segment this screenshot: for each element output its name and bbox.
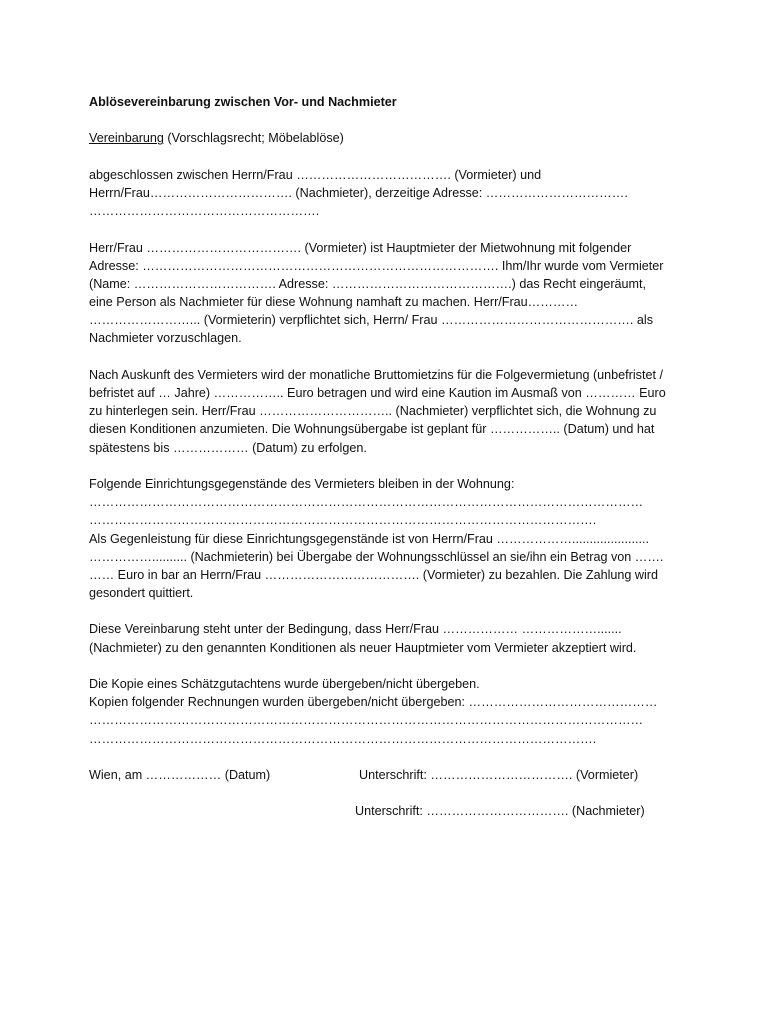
signature-row-nachmieter — [89, 802, 689, 820]
text-line: Diese Vereinbarung steht unter der Bedingung, dass Herr/Frau ……………… ………………....... — [89, 622, 622, 637]
text-line: Nachmieter vorzuschlagen. — [89, 331, 242, 346]
text-line: …………………………………………………………………………………………………………………… — [89, 713, 644, 728]
text-line: Folgende Einrichtungsgegenstände des Vermieters bleiben in der Wohnung: — [89, 476, 515, 491]
text-line: Die Kopie eines Schätzgutachtens wurde übergeben/nicht übergeben. — [89, 677, 480, 691]
signature-row-vormieter — [89, 766, 689, 784]
spacer — [89, 602, 689, 620]
subtitle-rest: (Vorschlagsrecht; Möbelablöse) — [163, 131, 344, 146]
text-line: Als Gegenleistung für diese Einrichtungsgegenstände ist von Herrn/Frau ………………...................... — [89, 531, 649, 546]
paragraph-main-tenant — [89, 239, 689, 348]
signature-vormieter: Unterschrift: ……………………………. (Vormieter) — [359, 767, 639, 782]
paragraph-payment — [89, 530, 689, 603]
text-line: ………………………………………………. — [89, 204, 320, 219]
text-line: …………………………………………………………………………………………………………. — [89, 731, 597, 746]
text-line: …………………………………………………………………………………………………………………… — [89, 495, 644, 510]
spacer — [89, 748, 689, 766]
text-line: …………………………………………………………………………………………………………. — [89, 513, 597, 528]
spacer — [89, 784, 689, 802]
text-line: gesondert quittiert. — [89, 586, 194, 601]
spacer — [89, 657, 689, 675]
text-line: abgeschlossen zwischen Herrn/Frau ………………………………. (Vormieter) und — [89, 167, 542, 182]
signature-nachmieter: Unterschrift: ……………………………. (Nachmieter) — [355, 804, 645, 819]
text-line: …… Euro in bar an Herrn/Frau ………………………………. (Vormieter) zu bezahlen. Die Zahlung wird — [89, 567, 658, 582]
paragraph-rent-conditions — [89, 366, 689, 457]
text-line: spätestens bis ……………… (Datum) zu erfolgen. — [89, 440, 367, 455]
paragraph-documents — [89, 675, 689, 748]
spacer — [89, 348, 689, 366]
spacer — [89, 220, 689, 238]
text-line: befristet auf … Jahre) …………….. Euro betragen und wird eine Kaution im Ausmaß von ………… Euro — [89, 386, 666, 400]
text-line: (Name: ……………………………. Adresse: …………………………………….) das Recht eingeräumt, — [89, 276, 647, 291]
text-line: Adresse: …………………………………………………………………………. Ihm/Ihr wurde vom Vermieter — [89, 258, 664, 273]
subtitle-underlined: Vereinbarung — [89, 131, 164, 146]
spacer — [89, 457, 689, 475]
text-line: Herr/Frau ………………………………. (Vormieter) ist Hauptmieter der Mietwohnung mit folgender — [89, 240, 632, 255]
text-line: …………….......... (Nachmieterin) bei Übergabe der Wohnungsschlüssel an sie/ihn ein Betrag von ……. — [89, 549, 664, 564]
document-page — [89, 93, 689, 821]
text-line: eine Person als Nachmieter für diese Wohnung namhaft zu machen. Herr/Frau………… — [89, 295, 579, 310]
paragraph-parties — [89, 166, 689, 221]
text-line: Kopien folgender Rechnungen wurden übergeben/nicht übergeben: ……………………………………… — [89, 695, 658, 710]
paragraph-condition — [89, 620, 689, 656]
spacer — [89, 111, 689, 129]
paragraph-furnishings — [89, 475, 689, 530]
text-line: Herrn/Frau……………………………. (Nachmieter), derzeitige Adresse: ……………………………. — [89, 185, 628, 200]
place-date-field: Wien, am ……………… (Datum) — [89, 767, 271, 782]
text-line: ……………………... (Vormieterin) verpflichtet sich, Herrn/ Frau ………………………………………. als — [89, 313, 654, 328]
document-title: Ablösevereinbarung zwischen Vor- und Nachmieter — [89, 95, 397, 109]
text-line: Nach Auskunft des Vermieters wird der monatliche Bruttomietzins für die Folgevermietung (unbefristet / — [89, 367, 663, 382]
text-line: (Nachmieter) zu den genannten Konditionen als neuer Hauptmieter vom Vermieter akzeptiert wird. — [89, 640, 637, 655]
document-subtitle — [89, 129, 689, 147]
text-line: diesen Konditionen anzumieten. Die Wohnungsübergabe ist geplant für …………….. (Datum) und hat — [89, 422, 655, 437]
text-line: zu hinterlegen sein. Herr/Frau ………………………….. (Nachmieter) verpflichtet sich, die Wohnung zu — [89, 404, 657, 419]
spacer — [89, 148, 689, 166]
